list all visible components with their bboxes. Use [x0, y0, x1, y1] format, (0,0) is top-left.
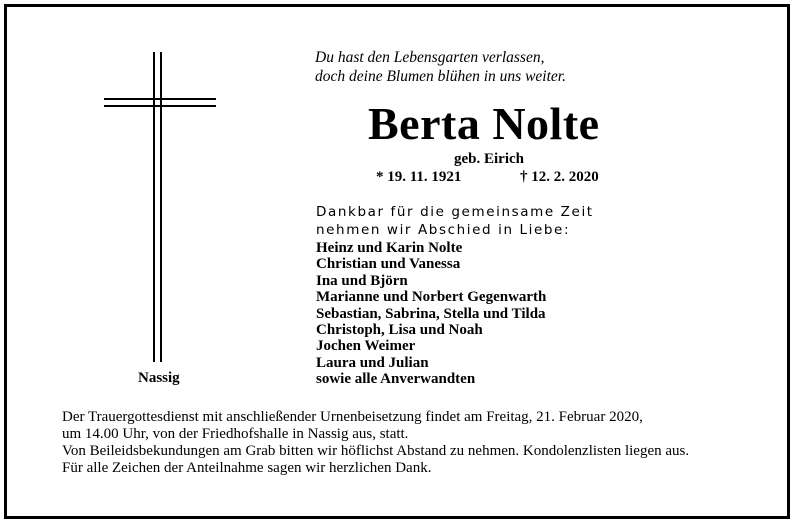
birth-name: geb. Eirich: [454, 151, 524, 167]
mourners-list: [316, 240, 546, 388]
place-label: Nassig: [138, 370, 180, 386]
motto-line: doch deine Blumen blühen in uns weiter.: [315, 68, 566, 85]
motto-line: Du hast den Lebensgarten verlassen,: [315, 49, 545, 66]
mourner-entry: Heinz und Karin Nolte: [316, 240, 463, 256]
thanks-line: nehmen wir Abschied in Liebe:: [316, 222, 571, 238]
mourner-entry: Marianne und Norbert Gegenwarth: [316, 289, 547, 306]
mourner-entry: Christian und Vanessa: [316, 256, 461, 273]
service-info: [62, 409, 689, 477]
motto: [315, 48, 566, 86]
info-line: Von Beileidsbekundungen am Grab bitten wir höflichst Abstand zu nehmen. Kondolenzlisten liegen aus.: [62, 443, 690, 459]
death-date: † 12. 2. 2020: [520, 169, 599, 185]
mourner-entry: Laura und Julian: [316, 354, 429, 371]
mourner-entry: Christoph, Lisa und Noah: [316, 322, 483, 339]
info-line: um 14.00 Uhr, von der Friedhofshalle in Nassig aus, statt.: [62, 426, 409, 442]
mourner-entry: Sebastian, Sabrina, Stella und Tilda: [316, 305, 546, 322]
info-line: Für alle Zeichen der Anteilnahme sagen wir herzlichen Dank.: [62, 460, 432, 476]
thanks-text: [316, 203, 594, 239]
birth-date: * 19. 11. 1921: [376, 169, 462, 185]
deceased-name: Berta Nolte: [368, 98, 600, 149]
mourner-entry: Jochen Weimer: [316, 338, 416, 355]
mourner-entry: sowie alle Anverwandten: [316, 371, 476, 388]
info-line: Der Trauergottesdienst mit anschließender Urnenbeisetzung findet am Freitag, 21. Februar 2020,: [62, 409, 643, 425]
mourner-entry: Ina und Björn: [316, 272, 408, 289]
cross-icon: [104, 52, 216, 362]
thanks-line: Dankbar für die gemeinsame Zeit: [316, 204, 594, 220]
